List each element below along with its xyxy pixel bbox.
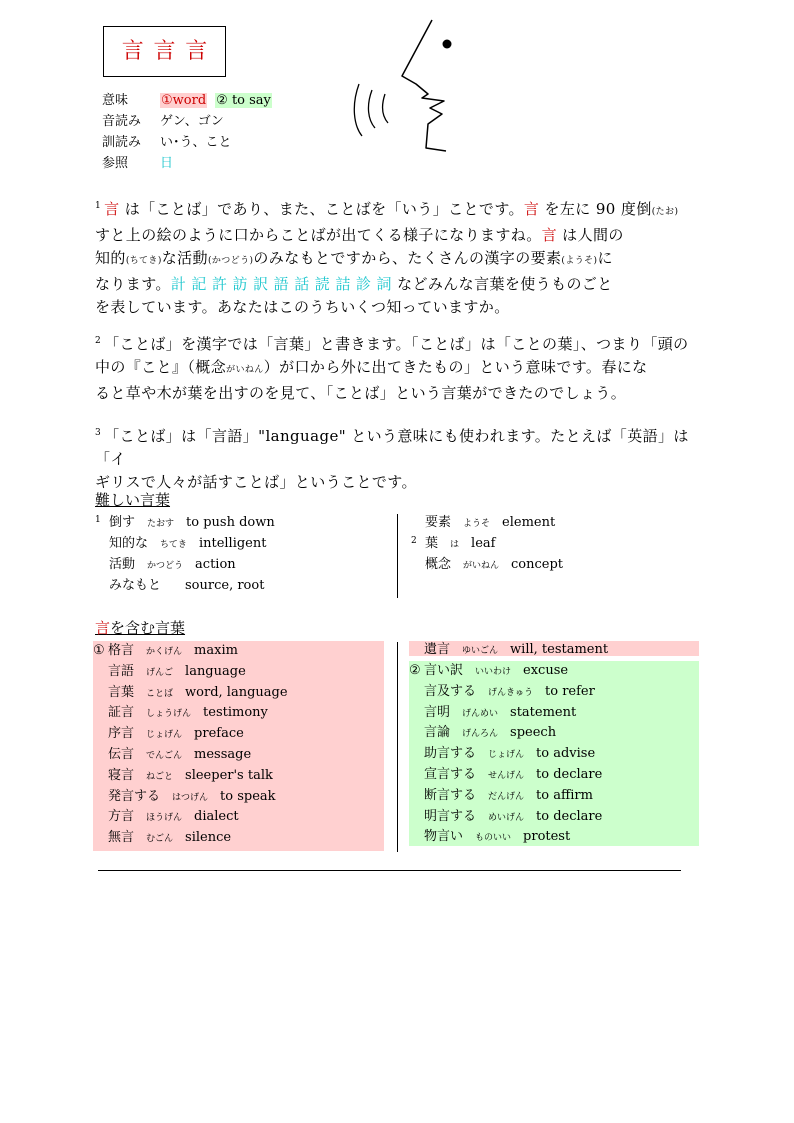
list-item: 宣言する せんげん to declare <box>424 766 603 782</box>
related-kanji-links[interactable]: 計 記 許 訪 訳 語 話 読 詰 診 詞 <box>170 275 392 293</box>
paragraph-2 <box>95 330 705 405</box>
list-item: 序言 じょげん preface <box>108 726 244 742</box>
list-item: 証言 しょうげん testimony <box>108 705 268 721</box>
difficult-words-left <box>95 512 275 596</box>
list-item: 1 倒す たおす to push down <box>95 515 275 530</box>
compounds-title: 言を含む言葉 <box>95 619 186 637</box>
list-item: 2 葉 は leaf <box>411 536 496 551</box>
list-item: 遺言 ゆいごん will, testament <box>424 642 609 657</box>
p1-line-5: を表しています。あなたはこのうちいくつ知っていますか。 <box>95 298 510 316</box>
paragraph-3 <box>95 422 705 494</box>
list-item: みなもと source, root <box>109 578 265 593</box>
kanji-form-2: 言 <box>153 38 176 64</box>
column-divider <box>397 514 398 598</box>
list-item: 伝言 でんごん message <box>108 746 252 762</box>
p2-line-2: 中の『こと』（概念がいねん）が口から外に出てきたもの」という意味です。春にな <box>95 358 648 376</box>
p2-line-1: $^2$ 「ことば」を漢字では「言葉」と書きます。「ことば」は「ことの葉」、つまり「頭の <box>95 335 689 353</box>
p1-line-1: $^1$ 言 は「ことば」であり、また、ことばを「いう」ことです。言 を左に 90 度倒(たお) <box>95 200 679 218</box>
p3-line-1: $^3$ 「ことば」は「言語」"language" という意味にも使われます。たとえば「英語」は「イ <box>95 427 689 468</box>
list-item: 寝言 ねごと sleeper's talk <box>108 767 273 783</box>
paragraph-1 <box>95 195 705 319</box>
on-reading-label: 音読み <box>102 114 142 129</box>
p2-line-3: ると草や木が葉を出すのを見て、「ことば」という言葉ができたのでしょう。 <box>95 384 627 402</box>
on-reading-row <box>102 111 272 132</box>
p3-line-2: ギリスで人々が話すことば」ということです。 <box>95 473 417 491</box>
list-item: 発言する はつげん to speak <box>108 788 276 804</box>
kun-reading-row <box>102 132 272 153</box>
speaking-face-icon <box>350 18 460 158</box>
list-item: 活動 かつどう action <box>109 557 236 572</box>
kun-reading-value: い･う、こと <box>160 135 232 150</box>
meaning-1: ①word <box>161 93 207 108</box>
reference-link[interactable]: 日 <box>160 156 174 171</box>
reference-label: 参照 <box>102 156 129 171</box>
p1-line-2: すと上の絵のように口からことばが出てくる様子になりますね。言 は人間の <box>95 226 624 244</box>
list-item: 概念 がいねん concept <box>425 557 564 572</box>
kanji-forms-box <box>103 26 226 77</box>
kanji-form-3: 言 <box>185 38 208 64</box>
list-item: 助言する じょげん to advise <box>424 746 596 762</box>
on-reading-value: ゲン、ゴン <box>160 114 224 129</box>
list-item: 言語 げんご language <box>108 663 246 679</box>
difficult-words-right <box>411 512 563 575</box>
kanji-info <box>102 90 272 174</box>
list-item: 無言 むごん silence <box>108 830 232 846</box>
list-item: ① 格言 かくげん maxim <box>93 643 238 658</box>
p1-line-3: 知的(ちてき)な活動(かつどう)のみなもとですから、たくさんの漢字の要素(ようそ)に <box>95 249 613 267</box>
meaning-2: ② to say <box>216 93 271 108</box>
compounds-right-pink-box <box>409 641 699 656</box>
compounds-right-green-box <box>409 661 699 846</box>
list-item: 物言い ものいい protest <box>424 829 571 845</box>
list-item: 知的な ちてき intelligent <box>109 536 267 551</box>
meaning-label: 意味 <box>102 93 129 108</box>
compounds-left-box <box>93 641 384 851</box>
list-item: 断言する だんげん to affirm <box>424 787 593 803</box>
kanji-form-1: 言 <box>121 38 144 64</box>
list-item: 明言する めいげん to declare <box>424 808 603 824</box>
p1-line-4: なります。計 記 許 訪 訳 語 話 読 詰 診 詞 などみんな言葉を使うものごと <box>95 275 613 293</box>
kun-reading-label: 訓読み <box>102 135 142 150</box>
meaning-row <box>102 90 272 111</box>
list-item: 言及する げんきゅう to refer <box>424 683 595 699</box>
list-item: 言明 げんめい statement <box>424 704 577 720</box>
bottom-divider <box>98 870 681 871</box>
reference-row <box>102 153 272 174</box>
list-item: ② 言い訳 いいわけ excuse <box>409 663 569 678</box>
difficult-words-title: 難しい言葉 <box>95 491 171 509</box>
list-item: 言論 げんろん speech <box>424 725 557 741</box>
compounds-divider <box>397 642 398 852</box>
list-item: 言葉 ことば word, language <box>108 684 288 700</box>
list-item: 方言 ほうげん dialect <box>108 809 239 825</box>
list-item: 要素 ようそ element <box>425 515 556 530</box>
